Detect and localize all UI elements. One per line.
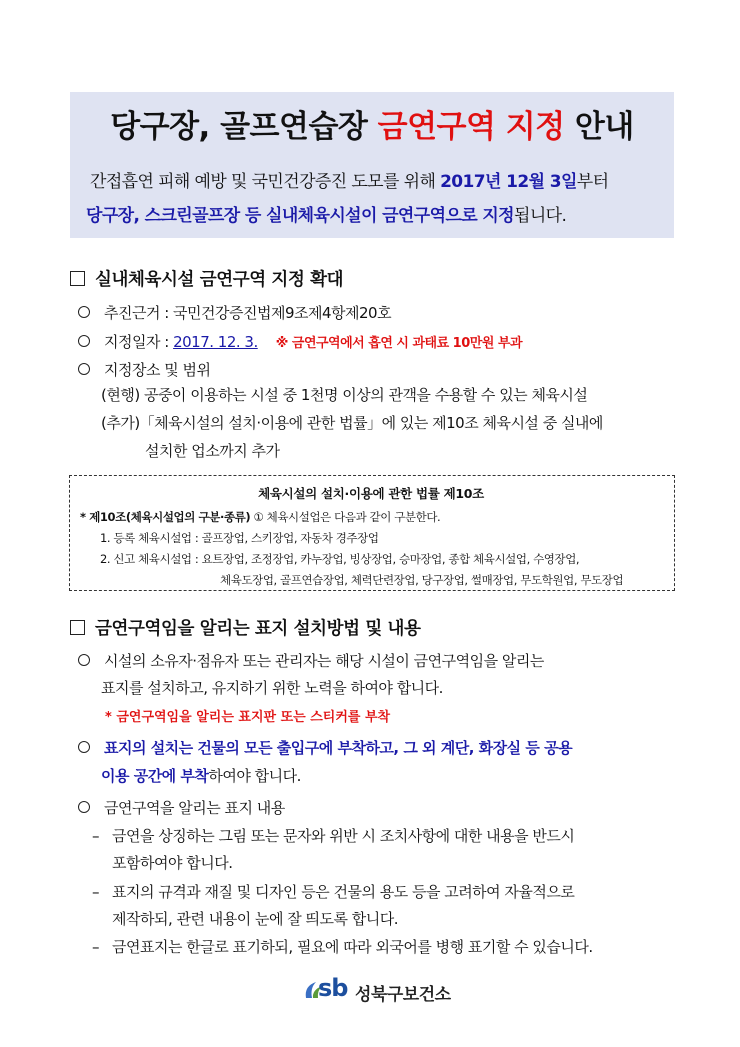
scope-added-1: (추가)「체육시설의 설치·이용에 관한 법률」에 있는 제10조 체육시설 중 실내에 bbox=[101, 414, 603, 432]
intro-line-1: 간접흡연 피해 예방 및 국민건강증진 도모를 위해 2017년 12월 3일부터 bbox=[90, 172, 609, 192]
para2-line-2: 이용 공간에 부착하여야 합니다. bbox=[101, 767, 301, 785]
basis-line: 추진근거 : 국민건강증진법제9조제4항제20호 bbox=[78, 302, 391, 323]
section2-heading: 금연구역임을 알리는 표지 설치방법 및 내용 bbox=[70, 615, 421, 640]
para1-line-1: 시설의 소유자·점유자 또는 관리자는 해당 시설이 금연구역임을 알리는 bbox=[78, 650, 544, 671]
detail-3: – 금연표지는 한글로 표기하되, 필요에 따라 외국어를 병행 표기할 수 있습니다. bbox=[92, 938, 593, 956]
organization-name: 성북구보건소 bbox=[355, 985, 451, 1005]
circle-bullet-icon bbox=[78, 801, 90, 813]
circle-bullet-icon bbox=[78, 654, 90, 666]
checkbox-square-icon bbox=[70, 271, 85, 286]
para1-note: * 금연구역임을 알리는 표지판 또는 스티커를 부착 bbox=[105, 710, 391, 725]
law-item-2a: 2. 신고 체육시설업 : 요트장업, 조정장업, 카누장업, 빙상장업, 승마장업, 종합 체육시설업, 수영장업, bbox=[100, 552, 580, 566]
detail-2-line-1: – 표지의 규격과 재질 및 디자인 등은 건물의 용도 등을 고려하여 자율적으로 bbox=[92, 883, 575, 901]
detail-1-line-1: – 금연을 상징하는 그림 또는 문자와 위반 시 조치사항에 대한 내용을 반드시 bbox=[92, 827, 575, 845]
section1-heading: 실내체육시설 금연구역 지정 확대 bbox=[70, 266, 343, 291]
scope-line: 지정장소 및 범위 bbox=[78, 359, 210, 380]
circle-bullet-icon bbox=[78, 306, 90, 318]
law-item-1: 1. 등록 체육시설업 : 골프장업, 스키장업, 자동차 경주장업 bbox=[100, 531, 379, 545]
date-line: 지정일자 : 2017. 12. 3. ※ 금연구역에서 흡연 시 과태료 10만원 부과 bbox=[78, 331, 522, 352]
page-title: 당구장, 골프연습장 금연구역 지정 안내 bbox=[110, 109, 634, 145]
law-article: * 제10조(체육시설업의 구분·종류) ① 체육시설업은 다음과 같이 구분한다. bbox=[80, 510, 441, 524]
para1-line-2: 표지를 설치하고, 유지하기 위한 노력을 하여야 합니다. bbox=[101, 679, 443, 697]
scope-current: (현행) 공중이 이용하는 시설 중 1천명 이상의 관객을 수용할 수 있는 체육시설 bbox=[101, 386, 588, 404]
detail-1-line-2: 포함하여야 합니다. bbox=[112, 854, 233, 872]
law-item-2b: 체육도장업, 골프연습장업, 체력단련장업, 당구장업, 썰매장업, 무도학원업, 무도장업 bbox=[220, 573, 624, 587]
circle-bullet-icon bbox=[78, 741, 90, 753]
intro-line-2: 당구장, 스크린골프장 등 실내체육시설이 금연구역으로 지정됩니다. bbox=[86, 206, 567, 226]
circle-bullet-icon bbox=[78, 363, 90, 375]
scope-added-2: 설치한 업소까지 추가 bbox=[145, 442, 280, 460]
law-title: 체육시설의 설치·이용에 관한 법률 제10조 bbox=[258, 486, 484, 501]
circle-bullet-icon bbox=[78, 335, 90, 347]
para3-heading: 금연구역을 알리는 표지 내용 bbox=[78, 797, 285, 818]
logo-text: sb bbox=[318, 974, 348, 1002]
detail-2-line-2: 제작하되, 관련 내용이 눈에 잘 띄도록 합니다. bbox=[112, 910, 398, 928]
para2-line-1: 표지의 설치는 건물의 모든 출입구에 부착하고, 그 외 계단, 화장실 등 공용 bbox=[78, 737, 572, 758]
checkbox-square-icon bbox=[70, 620, 85, 635]
